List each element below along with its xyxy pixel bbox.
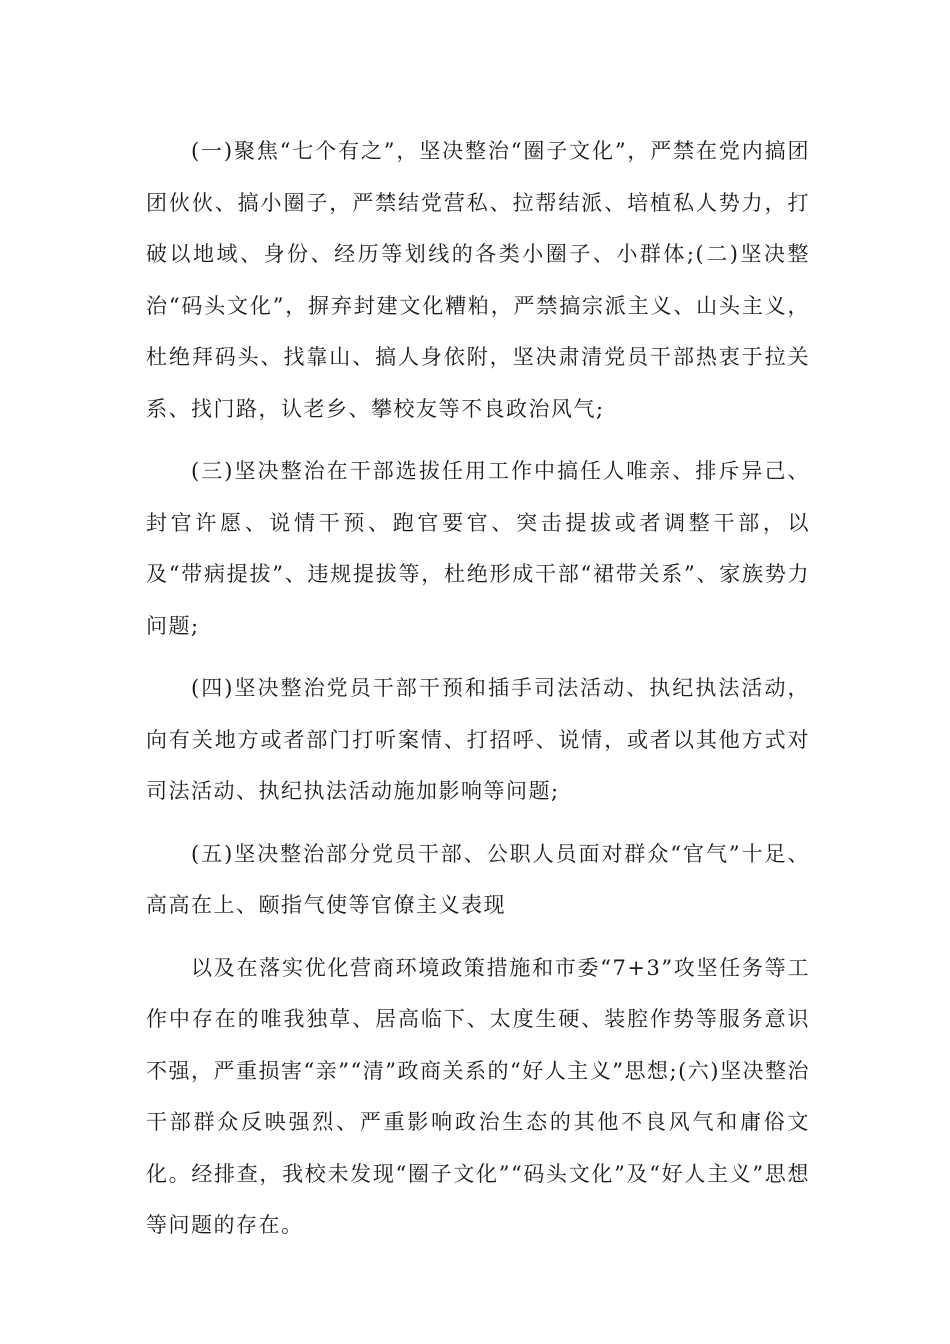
paragraph-2: (三)坚决整治在干部选拔任用工作中搞任人唯亲、排斥异己、封官许愿、说情干预、跑官要官、突击提拔或者调整干部，以及“带病提拔”、违规提拔等，杜绝形成干部“裙带关系”、家族势力问题; — [146, 459, 810, 638]
paragraph-4: (五)坚决整治部分党员干部、公职人员面对群众“官气”十足、高高在上、颐指气使等官僚主义表现 — [146, 841, 810, 917]
document-body — [146, 126, 810, 1263]
paragraph-5: 以及在落实优化营商环境政策措施和市委“7+3”攻坚任务等工作中存在的唯我独草、居高临下、太度生硬、装腔作势等服务意识不强，严重损害“亲”“清”政商关系的“好人主义”思想;(六)坚决整治干部群众反映强烈、严重影响政治生态的其他不良风气和庸俗文化。经排查，我校未发现“圈子文化”“码头文化”及“好人主义”思想等问题的存在。 — [146, 955, 810, 1237]
paragraph-3: (四)坚决整治党员干部干预和插手司法活动、执纪执法活动，向有关地方或者部门打听案情、打招呼、说情，或者以其他方式对司法活动、执纪执法活动施加影响等问题; — [146, 676, 810, 803]
paragraph-1: (一)聚焦“七个有之”，坚决整治“圈子文化”，严禁在党内搞团团伙伙、搞小圈子，严禁结党营私、拉帮结派、培植私人势力，打破以地域、身份、经历等划线的各类小圈子、小群体;(二)坚决整治“码头文化”，摒弃封建文化糟粕，严禁搞宗派主义、山头主义，杜绝拜码头、找靠山、搞人身依附，坚决肃清党员干部热衷于拉关系、找门路，认老乡、攀校友等不良政治风气; — [146, 139, 810, 421]
